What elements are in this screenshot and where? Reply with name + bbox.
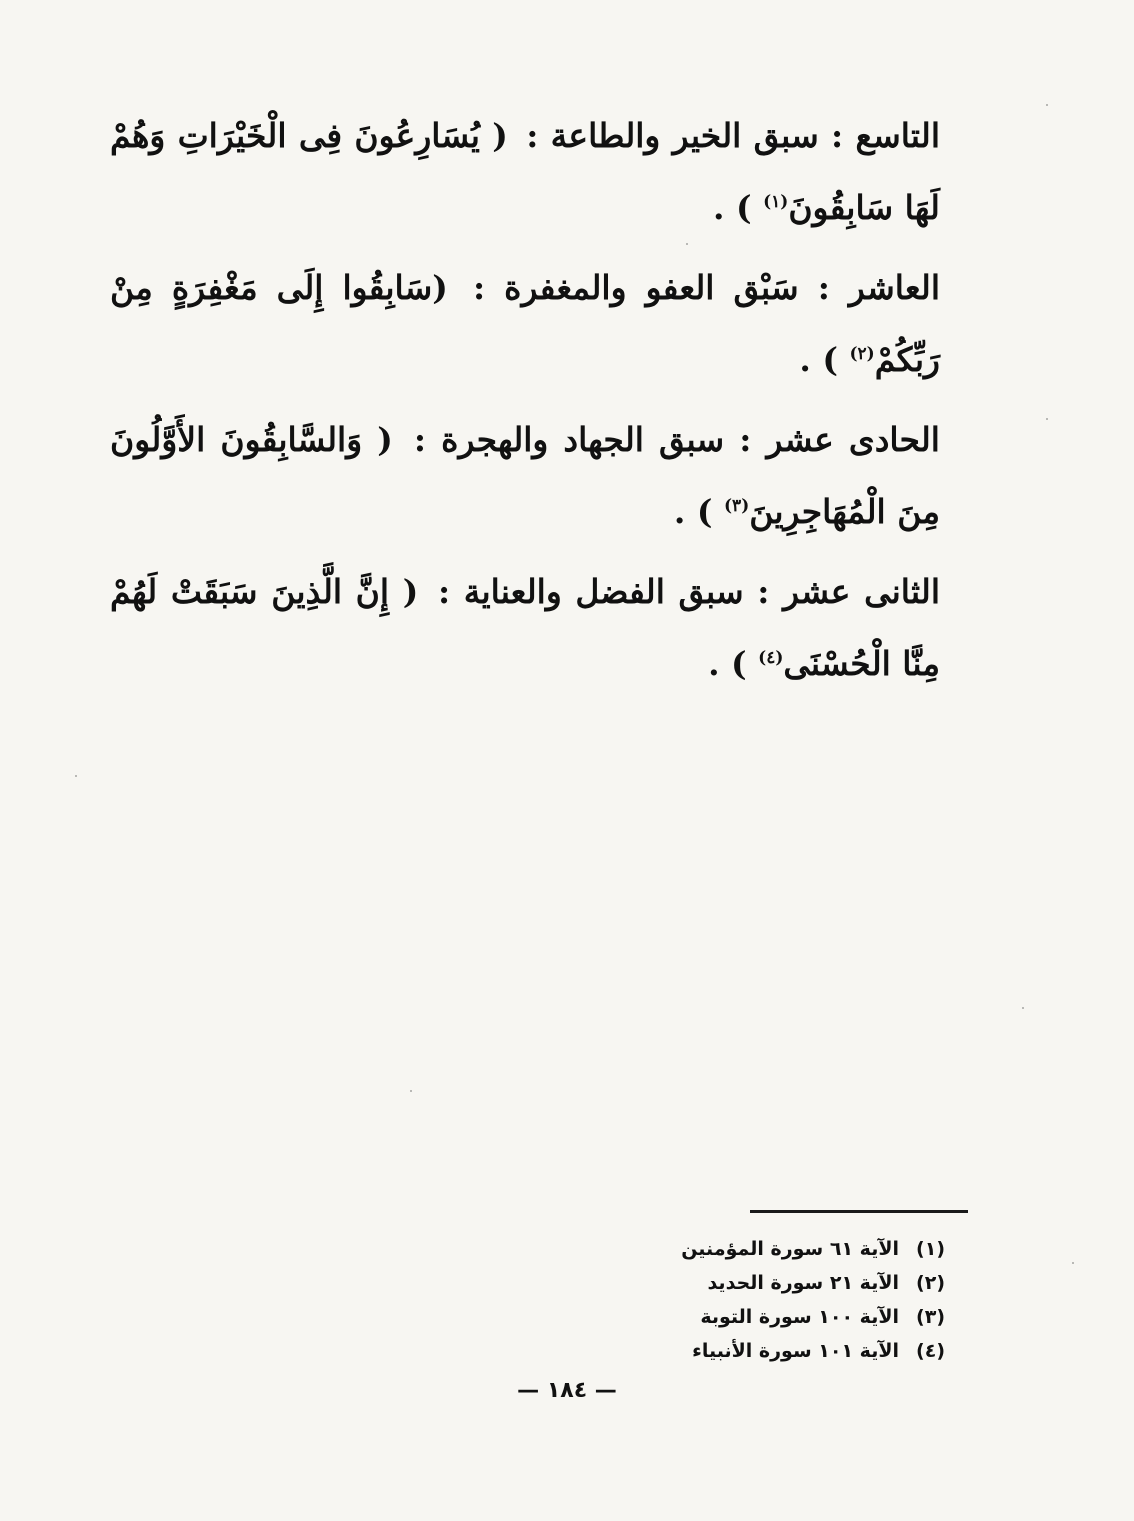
quote-close: ) . [799,340,838,379]
scan-speck [1046,104,1048,106]
paragraph-twelfth [110,556,940,700]
footnote-item [640,1232,945,1266]
paragraph-eleventh [110,404,940,548]
scan-speck [686,243,688,245]
footnote-number: (٤) [916,1340,945,1362]
scan-speck [1072,1262,1074,1264]
footnote-number: (١) [916,1238,945,1260]
footnote-ref: (٢) [849,344,875,364]
footnote-text: الآية ١٠٠ سورة التوبة [700,1306,899,1328]
quran-quote: ( وَالسَّابِقُونَ الأَوَّلُونَ مِنَ الْمُهَاجِرِينَ [110,420,940,531]
quran-quote: (سَابِقُوا إِلَى مَغْفِرَةٍ مِنْ رَبِّكُمْ [110,268,940,379]
footnote-text: الآية ٢١ سورة الحديد [707,1272,899,1294]
body-text [110,100,940,708]
paragraph-ninth [110,100,940,244]
scan-speck [1022,1007,1024,1009]
footnote-separator [750,1210,968,1213]
quote-close: ) . [712,188,752,227]
quote-close: ) . [673,492,713,531]
scan-speck [75,775,77,777]
scan-speck [1046,418,1048,420]
quran-quote: ( إِنَّ الَّذِينَ سَبَقَتْ لَهُمْ مِنَّا الْحُسْنَى [110,572,940,683]
footnotes [640,1232,945,1368]
footnote-ref: (٣) [724,496,750,516]
footnote-ref: (١) [763,192,789,212]
footnote-text: الآية ١٠١ سورة الأنبياء [692,1340,899,1362]
scan-speck [410,1090,412,1092]
paragraph-heading: التاسع : سبق الخير والطاعة : [526,116,940,155]
page-number: — ١٨٤ — [517,1378,617,1403]
paragraph-tenth [110,252,940,396]
footnote-number: (٢) [916,1272,945,1294]
footnote-text: الآية ٦١ سورة المؤمنين [681,1238,899,1260]
footnote-ref: (٤) [758,648,784,668]
footnote-item [640,1266,945,1300]
footnote-item [640,1300,945,1334]
paragraph-heading: الثانى عشر : سبق الفضل والعناية : [437,572,940,611]
quote-close: ) . [708,644,747,683]
paragraph-heading: العاشر : سَبْق العفو والمغفرة : [472,268,940,307]
paragraph-heading: الحادى عشر : سبق الجهاد والهجرة : [413,420,940,459]
quran-quote: ( يُسَارِعُونَ فِى الْخَيْرَاتِ وَهُمْ لَهَا سَابِقُونَ [110,116,940,227]
footnote-number: (٣) [916,1306,945,1328]
footnote-item [640,1334,945,1368]
